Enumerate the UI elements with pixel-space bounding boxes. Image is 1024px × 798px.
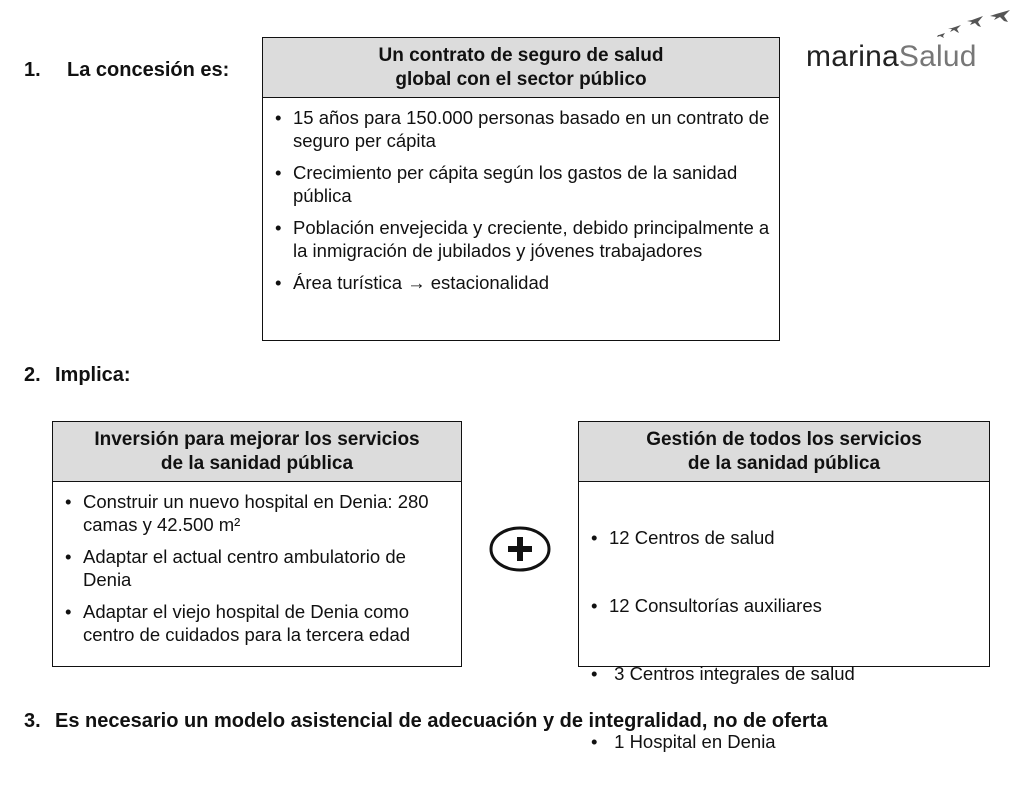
section3-label: Es necesario un modelo asistencial de adecuación y de integralidad, no de oferta <box>55 710 828 732</box>
list-item: • Adaptar el viejo hospital de Denia como centro de cuidados para la tercera edad <box>61 600 453 646</box>
section1-label: La concesión es: <box>67 59 230 81</box>
concession-box-title: Un contrato de seguro de salud global con el sector público <box>263 38 779 98</box>
logo-text: marinaSalud <box>806 40 977 73</box>
management-box <box>578 421 990 752</box>
management-list <box>579 482 989 798</box>
list-item: • 3 Centros integrales de salud <box>587 662 981 685</box>
concession-box <box>262 37 780 341</box>
airplanes-icon <box>934 8 1014 38</box>
investment-list <box>53 482 461 646</box>
section2-label: Implica: <box>55 364 131 386</box>
section2-number: 2. <box>24 364 41 386</box>
concession-list <box>263 98 779 294</box>
management-box-title: Gestión de todos los servicios de la sanidad pública <box>579 422 989 482</box>
section1-number: 1. <box>24 59 41 81</box>
section3-number: 3. <box>24 710 41 732</box>
list-item: • 1 Hospital en Denia <box>587 730 981 753</box>
investment-box-title: Inversión para mejorar los servicios de la sanidad pública <box>53 422 461 482</box>
list-item: • Crecimiento per cápita según los gastos de la sanidad pública <box>271 161 771 207</box>
plus-circle-icon <box>488 525 552 573</box>
investment-box <box>52 421 462 667</box>
list-item: • 12 Consultorías auxiliares <box>587 594 981 617</box>
list-item: • Construir un nuevo hospital en Denia: 280 camas y 42.500 m² <box>61 490 453 536</box>
list-item: • 15 años para 150.000 personas basado en un contrato de seguro per cápita <box>271 106 771 152</box>
list-item: • Población envejecida y creciente, debido principalmente a la inmigración de jubilados y jóvenes trabajadores <box>271 216 771 262</box>
list-item: • Área turística → estacionalidad <box>271 271 771 294</box>
list-item: • Adaptar el actual centro ambulatorio de Denia <box>61 545 453 591</box>
list-item: • 12 Centros de salud <box>587 526 981 549</box>
logo <box>806 8 1006 78</box>
